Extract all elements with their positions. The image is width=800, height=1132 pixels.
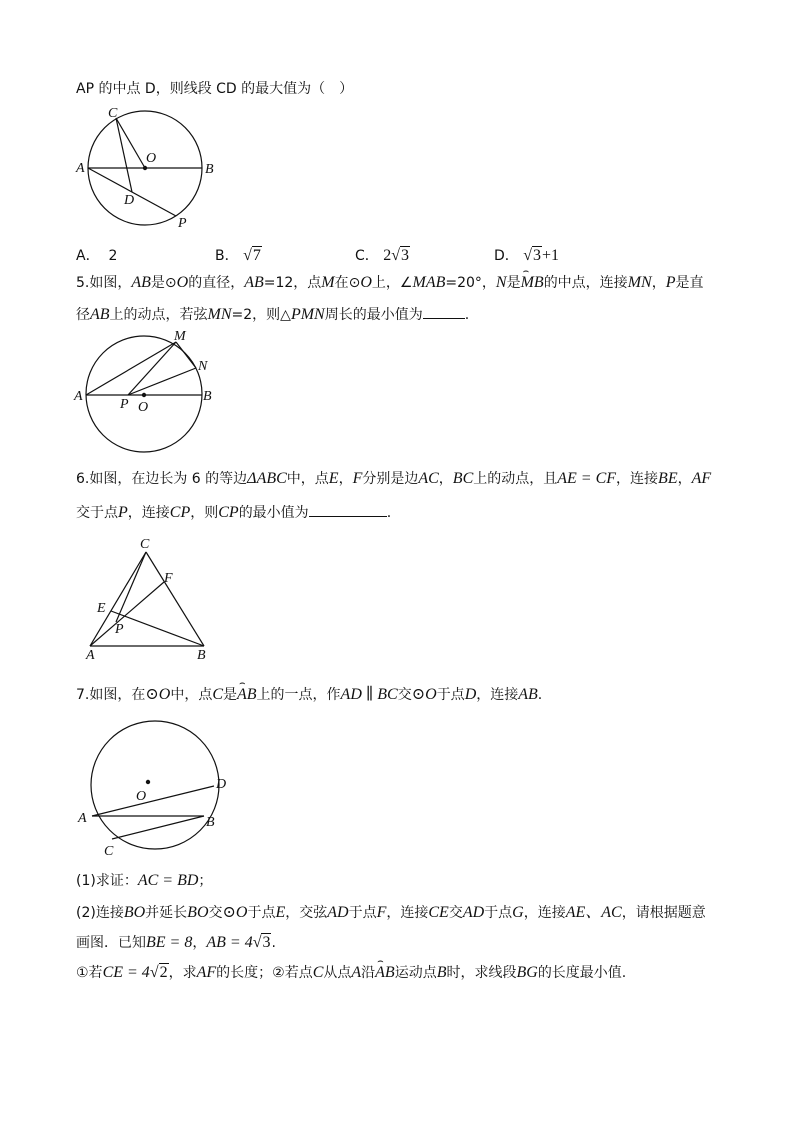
q5-label-m: M: [174, 329, 186, 344]
q4-label-d: D: [124, 193, 135, 208]
q6-label-b: B: [197, 648, 206, 663]
q4-segment-co: [116, 118, 145, 168]
q4-label-c: C: [108, 106, 118, 121]
q7-sub2-line3: ①若CE = 4√2，求AF的长度；②若点C从点A沿⌢ AB运动点B时，求线段BG的长度最小值.: [76, 964, 626, 982]
q5-center-dot: [142, 393, 146, 397]
q4-label-o: O: [146, 151, 157, 166]
q7-chord-ad: [92, 786, 214, 816]
q6-segment-cp: [116, 552, 146, 622]
q6-answer-blank: [309, 502, 387, 517]
q4-option-c: C． 2√3: [355, 247, 410, 264]
q5-line1: 5.如图，AB是⊙O的直径，AB=12，点M在⊙O上，∠MAB=20°，N是⌢ MB的中点，连接MN，P是直: [76, 274, 703, 292]
q5-label-n: N: [198, 359, 208, 374]
q7-sub1: (1)求证：AC = BD；: [76, 872, 213, 889]
q7-label-o: O: [136, 789, 147, 804]
q6-line2: 交于点P，连接CP，则CP的最小值为 .: [76, 504, 392, 521]
q6-label-e: E: [97, 601, 106, 616]
q7-sub2-line1: (2)连接BO并延长BO交⊙O于点E，交弦AD于点F，连接CE交AD于点G，连接AE、AC，请根据题意: [76, 904, 706, 921]
q7-label-d: D: [216, 777, 227, 792]
q4-option-a: A． 2: [76, 248, 118, 264]
q4-label-p: P: [178, 216, 187, 231]
q4-label-b: B: [205, 162, 214, 177]
q5-label-p: P: [120, 397, 129, 412]
q5-segment-pn: [128, 368, 196, 395]
q5-answer-blank: [423, 304, 465, 319]
q4-segment-cd: [116, 118, 132, 192]
q4-label-a: A: [76, 161, 85, 176]
q7-label-a: A: [78, 811, 87, 826]
q7-label-c: C: [104, 844, 114, 859]
q7-line1: 7.如图，在⊙O中，点C是⌢ AB上的一点，作AD ∥ BC交⊙O于点D，连接AB.: [76, 686, 542, 704]
q4-figure: [78, 105, 228, 235]
q7-chord-bc: [112, 816, 204, 839]
q4-option-d: D． √3+1: [494, 247, 560, 264]
q4-stem: AP 的中点 D，则线段 CD 的最大值为（ ）: [76, 81, 354, 97]
q7-circle: [91, 721, 219, 849]
q6-side-bc: [146, 552, 204, 646]
q7-label-b: B: [206, 815, 215, 830]
q7-center-dot: [146, 780, 150, 784]
q6-label-c: C: [140, 537, 150, 552]
q6-label-a: A: [86, 648, 95, 663]
q5-label-b: B: [203, 389, 212, 404]
q6-label-p: P: [115, 622, 124, 637]
q4-option-b: B． √7: [215, 247, 261, 264]
q6-figure: [84, 538, 214, 663]
q6-line1: 6.如图，在边长为 6 的等边ΔABC中，点E，F分别是边AC，BC上的动点，且AE = CF，连接BE，AF: [76, 470, 712, 487]
q5-figure: [74, 329, 228, 457]
q5-segment-pm: [128, 342, 176, 395]
q5-label-a: A: [74, 389, 83, 404]
q5-line2: 径AB上的动点，若弦MN=2，则△PMN周长的最小值为 .: [76, 306, 470, 323]
q5-segment-mn: [176, 342, 196, 368]
q5-chord-am: [86, 342, 176, 395]
q6-label-f: F: [164, 571, 173, 586]
q7-figure: [78, 718, 248, 863]
q5-label-o: O: [138, 400, 149, 415]
q7-sub2-line2: 画图．已知BE = 8，AB = 4√3.: [76, 934, 276, 951]
q4-center-dot: [143, 166, 147, 170]
